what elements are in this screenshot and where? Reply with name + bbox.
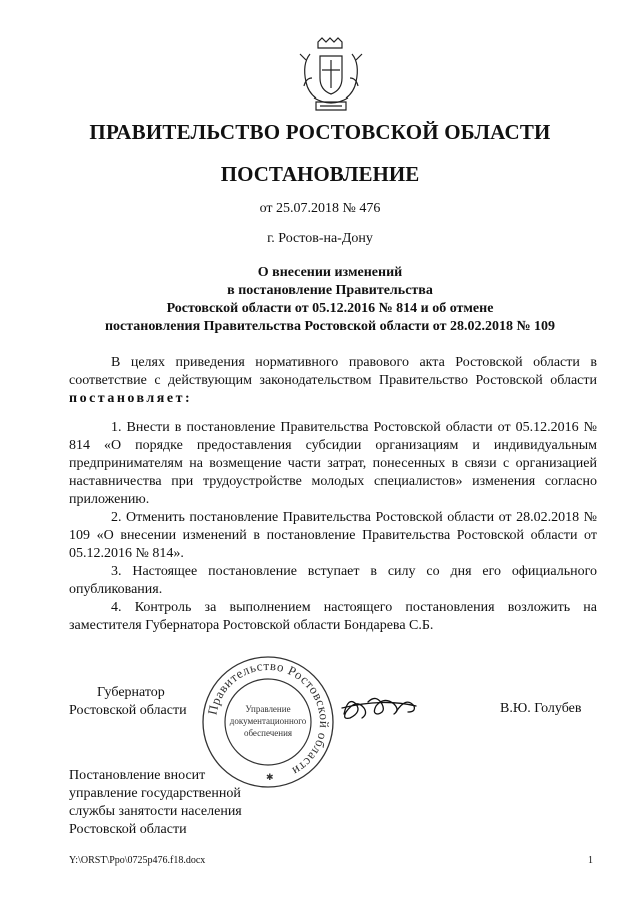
heading-line: Ростовской области от 05.12.2016 № 814 и об отмене <box>166 301 494 316</box>
government-title: ПРАВИТЕЛЬСТВО РОСТОВСКОЙ ОБЛАСТИ <box>89 120 551 144</box>
resolution-items <box>69 419 597 635</box>
stamp-center-line: Управление <box>245 704 291 714</box>
preamble <box>69 354 597 408</box>
submitted-by <box>69 767 242 839</box>
document-type: ПОСТАНОВЛЕНИЕ <box>220 162 420 186</box>
submitted-line: службы занятости населения <box>69 804 242 819</box>
document-city: г. Ростов-на-Дону <box>267 231 373 246</box>
resolution-item: 3. Настоящее постановление вступает в силу со дня его официального опубликования. <box>69 564 597 597</box>
stamp-ring-text: Правительство Ростовской области <box>204 657 333 780</box>
document-heading <box>40 264 620 336</box>
preamble-text: В целях приведения нормативного правового акта Ростовской области в соответствие с действующим законодательством Правительство Ростовской области <box>69 355 597 388</box>
stamp-center-line: обеспечения <box>243 728 293 738</box>
preamble-keyword: постановляет: <box>69 391 193 406</box>
coat-of-arms-icon <box>296 36 366 116</box>
stamp-star-icon: ✱ <box>266 772 274 782</box>
position-line: Губернатор <box>97 685 165 700</box>
position-line: Ростовской области <box>69 703 187 718</box>
submitted-line: Ростовской области <box>69 822 187 837</box>
resolution-item: 2. Отменить постановление Правительства Ростовской области от 28.02.2018 № 109 «О внесении изменений в постановление Правительства Ростовской области от 05.12.2016 № 814». <box>69 510 597 561</box>
submitted-line: управление государственной <box>69 786 241 801</box>
heading-line: О внесении изменений <box>257 265 403 280</box>
footer-page-number: 1 <box>588 855 593 866</box>
heading-line: в постановление Правительства <box>227 283 433 298</box>
document-date-number: от 25.07.2018 № 476 <box>259 201 381 216</box>
stamp-center-line: документационного <box>229 716 307 726</box>
resolution-item: 4. Контроль за выполнением настоящего постановления возложить на заместителя Губернатора Ростовской области Бондарева С.Б. <box>69 600 597 633</box>
signatory-position <box>69 684 187 720</box>
heading-line: постановления Правительства Ростовской области от 28.02.2018 № 109 <box>104 319 556 334</box>
signatory-name: В.Ю. Голубев <box>500 701 582 716</box>
footer-file-path: Y:\ORST\Ppo\0725p476.f18.docx <box>69 855 206 866</box>
resolution-item: 1. Внести в постановление Правительства Ростовской области от 05.12.2016 № 814 «О порядке предоставления субсидии организациям и индивидуальным предпринимателям на возмещение части затрат, понесенных в связи с организацией наставничества при трудоустройстве молодых специалистов» изменения согласно приложению. <box>69 420 597 507</box>
handwritten-signature <box>338 684 448 730</box>
submitted-line: Постановление вносит <box>69 768 206 783</box>
